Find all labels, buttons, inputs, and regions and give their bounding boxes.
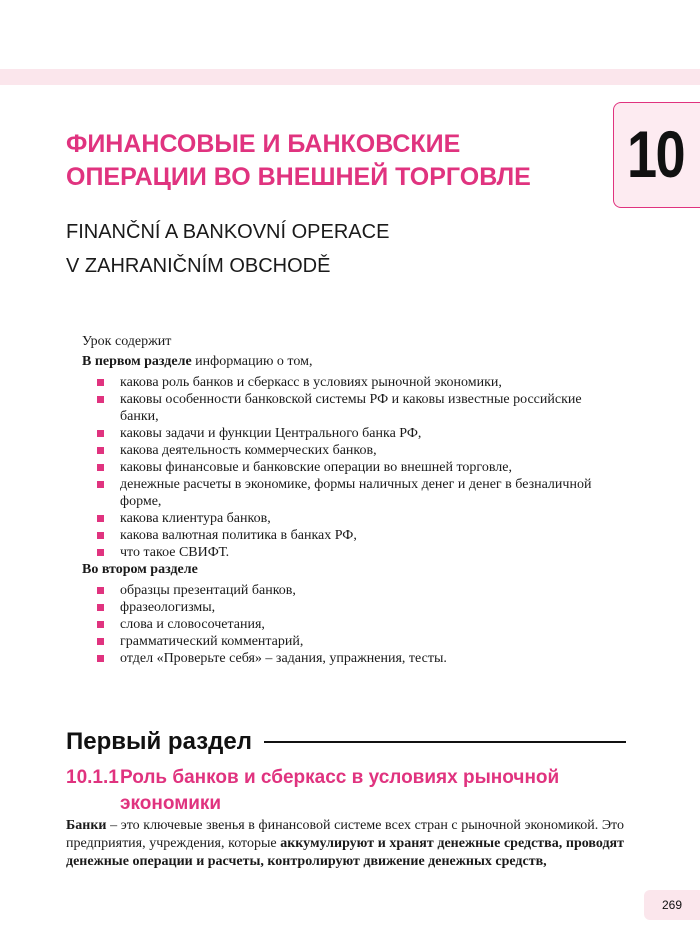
list-item: какова клиентура банков, <box>82 510 622 527</box>
bullet-square-icon <box>97 481 104 488</box>
bullet-square-icon <box>97 379 104 386</box>
subsection-heading <box>66 765 626 817</box>
list-item: фразеологизмы, <box>82 599 622 616</box>
list-item: каковы особенности банковской системы РФ и каковы известные российские банки, <box>82 391 622 425</box>
chapter-title-cz <box>66 215 389 283</box>
list-item: образцы презентаций банков, <box>82 582 622 599</box>
bullet-square-icon <box>97 549 104 556</box>
list-item: грамматический комментарий, <box>82 633 622 650</box>
subsection-number: 10.1.1 <box>66 767 119 788</box>
section-heading <box>66 725 626 759</box>
chapter-title-ru-line2: ОПЕРАЦИИ ВО ВНЕШНЕЙ ТОРГОВЛЕ <box>66 163 531 191</box>
bullet-square-icon <box>97 638 104 645</box>
list-item: какова валютная политика в банках РФ, <box>82 527 622 544</box>
bullet-square-icon <box>97 655 104 662</box>
bullet-square-icon <box>97 604 104 611</box>
lesson-contents <box>82 333 622 667</box>
section2-intro <box>82 561 622 578</box>
body-text: – это ключевые звенья в финансовой системе всех стран с рыночной экономикой. Это предприятия, учреждения, которые <box>66 818 624 851</box>
list-item: какова роль банков и сберкасс в условиях рыночной экономики, <box>82 374 622 391</box>
section2-list <box>82 582 622 667</box>
section1-label: В первом разделе <box>82 354 192 369</box>
list-item: отдел «Проверьте себя» – задания, упражнения, тесты. <box>82 650 622 667</box>
body-emphasis: аккумулируют и хранят денежные средства, проводят денежные операции и расчеты, контролируют движение денежных средств, <box>66 836 624 869</box>
lesson-intro: Урок содержит <box>82 334 172 349</box>
bullet-square-icon <box>97 447 104 454</box>
subsection-title-line1: Роль банков и сберкасс в условиях рыночной <box>120 767 560 788</box>
section1-rest: информацию о том, <box>191 354 313 369</box>
body-term: Банки <box>66 818 107 833</box>
chapter-title-ru <box>66 128 586 194</box>
section1-list <box>82 374 622 561</box>
bullet-square-icon <box>97 621 104 628</box>
section1-intro <box>82 353 622 370</box>
bullet-square-icon <box>97 430 104 437</box>
top-band <box>0 69 700 85</box>
body-paragraph <box>66 817 624 871</box>
chapter-title-ru-line1: ФИНАНСОВЫЕ И БАНКОВСКИЕ <box>66 130 461 158</box>
bullet-square-icon <box>97 515 104 522</box>
subsection-title-line2: экономики <box>120 793 222 814</box>
chapter-title-cz-line1: FINANČNÍ A BANKOVNÍ OPERACE <box>66 221 390 243</box>
bullet-square-icon <box>97 396 104 403</box>
section-heading-text: Первый раздел <box>66 725 264 759</box>
list-item: денежные расчеты в экономике, формы наличных денег и денег в безналичной форме, <box>82 476 622 510</box>
list-item: каковы задачи и функции Центрального банка РФ, <box>82 425 622 442</box>
bullet-square-icon <box>97 464 104 471</box>
list-item: что такое СВИФТ. <box>82 544 622 561</box>
bullet-square-icon <box>97 587 104 594</box>
bullet-square-icon <box>97 532 104 539</box>
list-item: каковы финансовые и банковские операции во внешней торговле, <box>82 459 622 476</box>
chapter-title-cz-line2: V ZAHRANIČNÍM OBCHODĚ <box>66 255 331 277</box>
list-item: слова и словосочетания, <box>82 616 622 633</box>
page-number: 269 <box>644 890 700 920</box>
section2-label: Во втором разделе <box>82 562 198 577</box>
chapter-number: 10 <box>627 117 684 191</box>
list-item: какова деятельность коммерческих банков, <box>82 442 622 459</box>
